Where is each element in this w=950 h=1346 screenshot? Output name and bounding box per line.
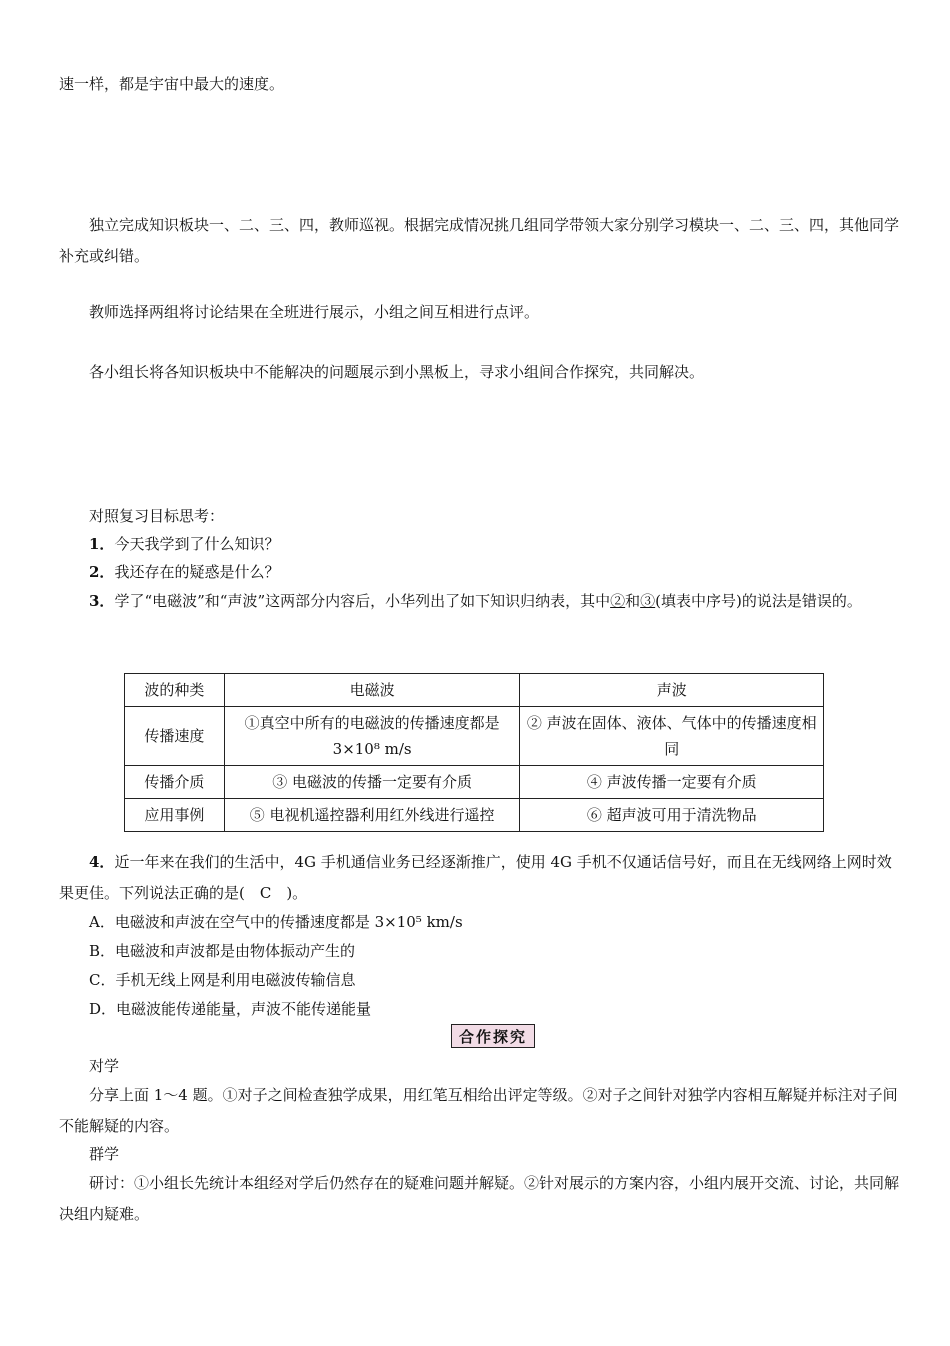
row-label: 应用事例 [125, 799, 225, 832]
row-label: 传播速度 [125, 707, 225, 766]
option-c: C．手机无线上网是利用电磁波传输信息 [89, 971, 356, 989]
sound-cell: ② 声波在固体、液体、气体中的传播速度相同 [520, 707, 824, 766]
sound-cell: ⑥ 超声波可用于清洗物品 [520, 799, 824, 832]
table-header: 波的种类 [125, 674, 225, 707]
answer-blank-1: ② [610, 592, 626, 610]
option-b: B．电磁波和声波都是由物体振动产生的 [89, 942, 356, 960]
answer-blank-2: ③ [640, 592, 656, 610]
question-number: 3． [89, 592, 115, 610]
group-study-text: 研讨：①小组长先统计本组经对学后仍然存在的疑难问题并解疑。②针对展示的方案内容，小组内展开交流、讨论，共同解决组内疑难。 [59, 1174, 900, 1223]
row-label: 传播介质 [125, 766, 225, 799]
question-1 [89, 534, 279, 554]
pair-study-title: 对学 [89, 1057, 120, 1075]
em-cell: ⑤ 电视机遥控器利用红外线进行遥控 [224, 799, 520, 832]
question-number: 1． [89, 535, 115, 553]
paragraph-group-leaders: 各小组长将各知识板块中不能解决的问题展示到小黑板上，寻求小组间合作探究，共同解决。 [89, 363, 705, 381]
question-stem: 近一年来在我们的生活中，4G 手机通信业务已经逐渐推广，使用 4G 手机不仅通话信号好，而且在无线网络上网时效果更佳。下列说法正确的是( C )。 [59, 853, 892, 902]
question-number: 4． [89, 853, 115, 871]
option-a: A．电磁波和声波在空气中的传播速度都是 3×10⁵ km/s [89, 913, 463, 931]
group-study-title: 群学 [89, 1145, 120, 1163]
question-number: 2． [89, 563, 115, 581]
knowledge-table [124, 673, 824, 832]
table-header: 电磁波 [224, 674, 520, 707]
option-d: D．电磁波能传递能量，声波不能传递能量 [89, 1000, 372, 1018]
question-text: (填表中序号)的说法是错误的。 [655, 592, 862, 610]
em-cell: ③ 电磁波的传播一定要有介质 [224, 766, 520, 799]
table-row [125, 799, 824, 832]
table-row [125, 707, 824, 766]
table-header-row [125, 674, 824, 707]
table-row [125, 766, 824, 799]
pair-study-text: 分享上面 1～4 题。①对子之间检查独学成果，用红笔互相给出评定等级。②对子之间针对独学内容相互解疑并标注对子间不能解疑的内容。 [59, 1086, 898, 1135]
reflection-intro: 对照复习目标思考： [89, 507, 225, 525]
question-3 [59, 586, 904, 617]
em-cell: ①真空中所有的电磁波的传播速度都是 3×10⁸ m/s [224, 707, 520, 766]
question-text: 和 [625, 592, 641, 610]
question-text: 今天我学到了什么知识？ [114, 535, 280, 553]
question-2 [89, 562, 279, 582]
question-text: 学了“电磁波”和“声波”这两部分内容后，小华列出了如下知识归纳表，其中 [114, 592, 611, 610]
paragraph-group-display: 教师选择两组将讨论结果在全班进行展示，小组之间互相进行点评。 [89, 303, 540, 321]
question-4 [59, 847, 904, 909]
question-text: 我还存在的疑惑是什么？ [114, 563, 280, 581]
table-header: 声波 [520, 674, 824, 707]
continuation-line: 速一样，都是宇宙中最大的速度。 [59, 75, 285, 93]
paragraph-independent-work: 独立完成知识板块一、二、三、四，教师巡视。根据完成情况挑几组同学带领大家分别学习模块一、二、三、四，其他同学补充或纠错。 [59, 216, 900, 265]
section-badge: 合作探究 [451, 1024, 535, 1048]
sound-cell: ④ 声波传播一定要有介质 [520, 766, 824, 799]
